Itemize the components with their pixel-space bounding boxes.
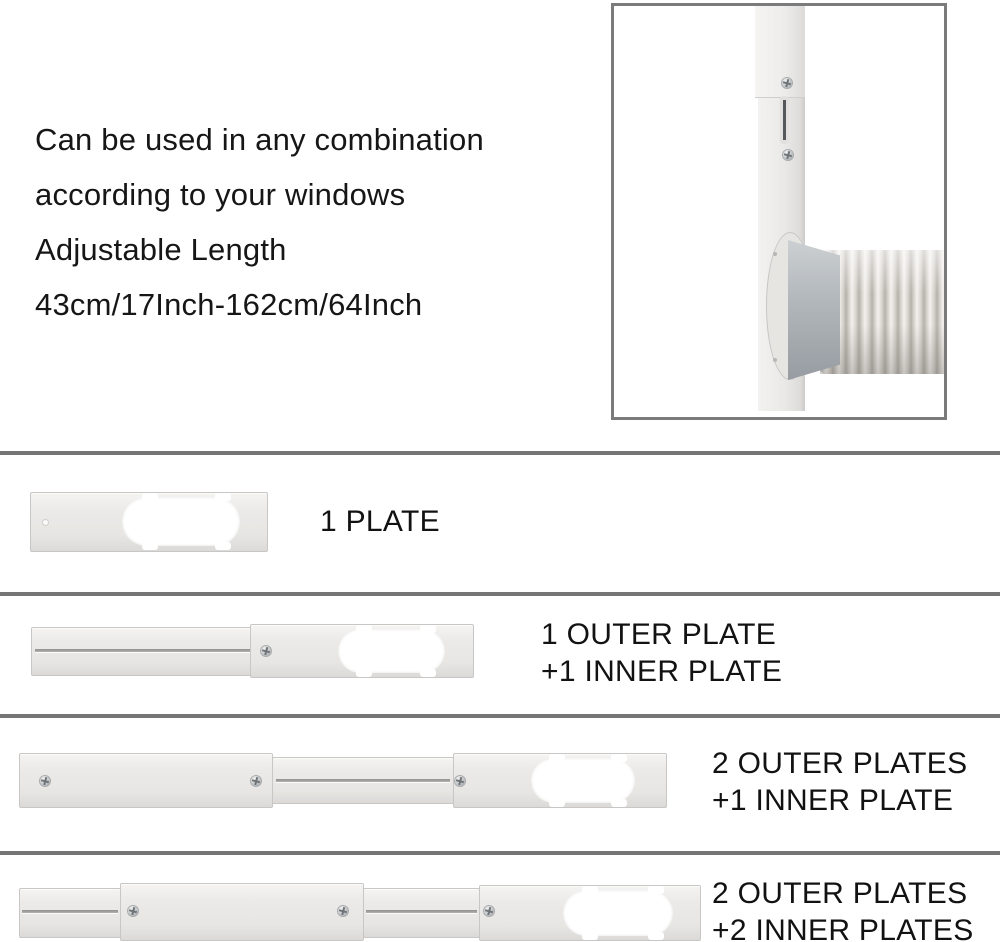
slide-groove xyxy=(276,779,450,782)
hole-notch xyxy=(356,669,372,677)
hole-notch xyxy=(420,625,436,633)
hole-notch xyxy=(420,669,436,677)
vent-hole xyxy=(122,497,240,546)
hole-notch xyxy=(648,932,664,940)
screw-icon xyxy=(455,776,465,786)
section-divider xyxy=(0,592,1000,596)
screw-icon xyxy=(338,906,348,916)
hole-notch xyxy=(648,886,664,894)
intro-text xyxy=(35,112,484,332)
section-divider xyxy=(0,851,1000,855)
screw-icon xyxy=(261,646,271,656)
photo-adjust-slot xyxy=(783,100,786,140)
slide-groove xyxy=(366,910,477,913)
row-3-label xyxy=(712,745,967,819)
row-label-line: 2 OUTER PLATES xyxy=(712,877,968,910)
photo-hose-connector xyxy=(788,240,840,380)
hole-notch xyxy=(611,754,627,762)
plate-segment xyxy=(19,753,273,808)
row-label-line: 1 OUTER PLATE xyxy=(541,618,777,651)
plate-segment xyxy=(19,888,121,938)
flange-screw-dot xyxy=(773,252,777,256)
hole-notch xyxy=(215,542,231,550)
product-photo-frame xyxy=(611,3,947,420)
screw-icon xyxy=(783,150,793,160)
hole-notch xyxy=(142,493,158,501)
intro-line-3: Adjustable Length xyxy=(35,232,287,267)
hole-notch xyxy=(582,932,598,940)
row-label-line: +1 INNER PLATE xyxy=(712,784,954,817)
row-label-line: 2 OUTER PLATES xyxy=(712,747,968,780)
row-1-label xyxy=(320,503,440,540)
hole-notch xyxy=(549,754,565,762)
screw-icon xyxy=(40,776,50,786)
slide-groove xyxy=(22,910,118,913)
intro-line-1: Can be used in any combination xyxy=(35,122,484,157)
row-label-line: +2 INNER PLATES xyxy=(712,914,974,942)
vent-hole xyxy=(338,629,445,673)
plate-segment xyxy=(120,883,364,941)
screw-icon xyxy=(782,78,792,88)
hole-notch xyxy=(611,799,627,807)
slide-groove xyxy=(35,649,251,652)
intro-line-2: according to your windows xyxy=(35,177,406,212)
hole-notch xyxy=(142,542,158,550)
row-label-line: +1 INNER PLATE xyxy=(541,655,783,688)
hole-notch xyxy=(215,493,231,501)
row-4-label xyxy=(712,875,974,942)
photo-plate-upper-section xyxy=(755,6,805,98)
vent-hole xyxy=(531,758,635,803)
hole-notch xyxy=(549,799,565,807)
screw-icon xyxy=(484,906,494,916)
hole-notch xyxy=(356,625,372,633)
screw-hole-dot xyxy=(43,520,48,525)
section-divider xyxy=(0,451,1000,455)
row-label-line: 1 PLATE xyxy=(320,505,440,538)
hole-notch xyxy=(582,886,598,894)
flange-screw-dot xyxy=(773,358,777,362)
row-2-label xyxy=(541,616,782,690)
screw-icon xyxy=(251,776,261,786)
vent-hole xyxy=(563,890,673,936)
screw-icon xyxy=(128,906,138,916)
plate-segment xyxy=(363,888,480,938)
intro-line-4: 43cm/17Inch-162cm/64Inch xyxy=(35,287,423,322)
section-divider xyxy=(0,714,1000,718)
